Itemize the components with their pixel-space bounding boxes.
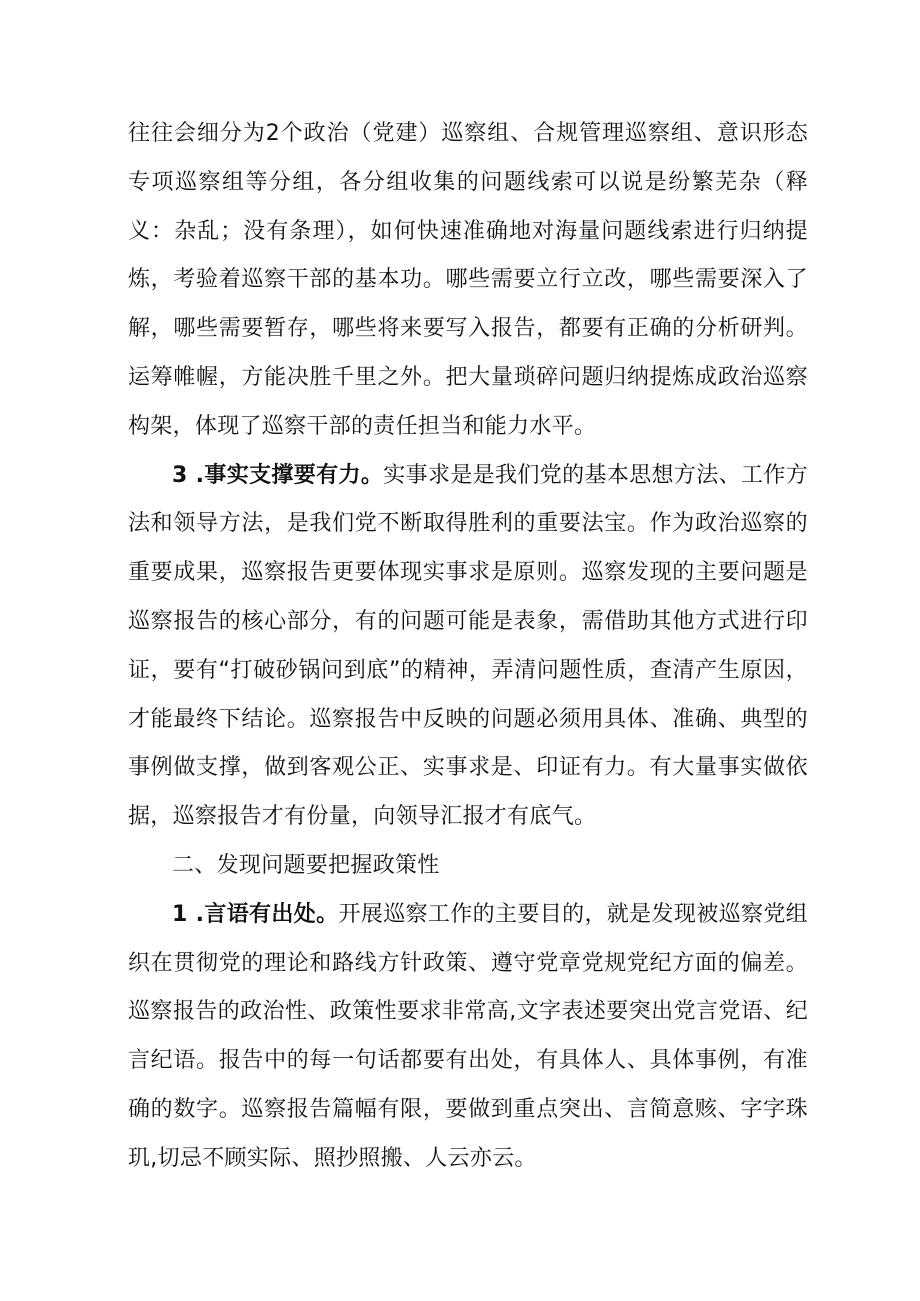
paragraph-lead-heading: 1 .言语有出处。 — [172, 901, 339, 927]
paragraph-lead-heading: 3 .事实支撑要有力。 — [172, 462, 384, 488]
paragraph-text: 实事求是是我们党的基本思想方法、工作方法和领导方法，是我们党不断取得胜利的重要法宝。作为政治巡察的重要成果，巡察报告更要体现实事求是原则。巡察发现的主要问题是巡察报告的核心部分，有的问题可能是表象，需借助其他方式进行印证，要有“打破砂锅问到底”的精神，弄清问题性质，查清产生原因，才能最终下结论。巡察报告中反映的问题必须用具体、准确、典型的事例做支撑，做到客观公正、实事求是、印证有力。有大量事实做依据，巡察报告才有份量，向领导汇报才有底气。 — [128, 462, 809, 830]
paragraph-text: 往往会细分为2个政治（党建）巡察组、合规管理巡察组、意识形态专项巡察组等分组，各分组收集的问题线索可以说是纷繁芜杂（释义：杂乱；没有条理），如何快速准确地对海量问题线索进行归纳提炼，考验着巡察干部的基本功。哪些需要立行立改，哪些需要深入了解，哪些需要暂存，哪些将来要写入报告，都要有正确的分析研判。运筹帷幄，方能决胜千里之外。把大量琐碎问题归纳提炼成政治巡察构架，体现了巡察干部的责任担当和能力水平。 — [128, 121, 808, 439]
paragraph-continuation — [128, 110, 808, 452]
paragraph-fact-support — [128, 452, 808, 842]
paragraph-language-source — [128, 891, 808, 1184]
paragraph-text: 开展巡察工作的主要目的，就是发现被巡察党组织在贯彻党的理论和路线方针政策、遵守党章党规党纪方面的偏差。巡察报告的政治性、政策性要求非常高,文字表述要突出党言党语、纪言纪语。报告中的每一句话都要有出处，有具体人、具体事例，有准确的数字。巡察报告篇幅有限，要做到重点突出、言简意赅、字字珠玑,切忌不顾实际、照抄照搬、人云亦云。 — [128, 901, 808, 1171]
document-body — [128, 110, 808, 1184]
section-heading — [128, 842, 808, 891]
section-heading-text: 二、发现问题要把握政策性 — [172, 852, 440, 878]
